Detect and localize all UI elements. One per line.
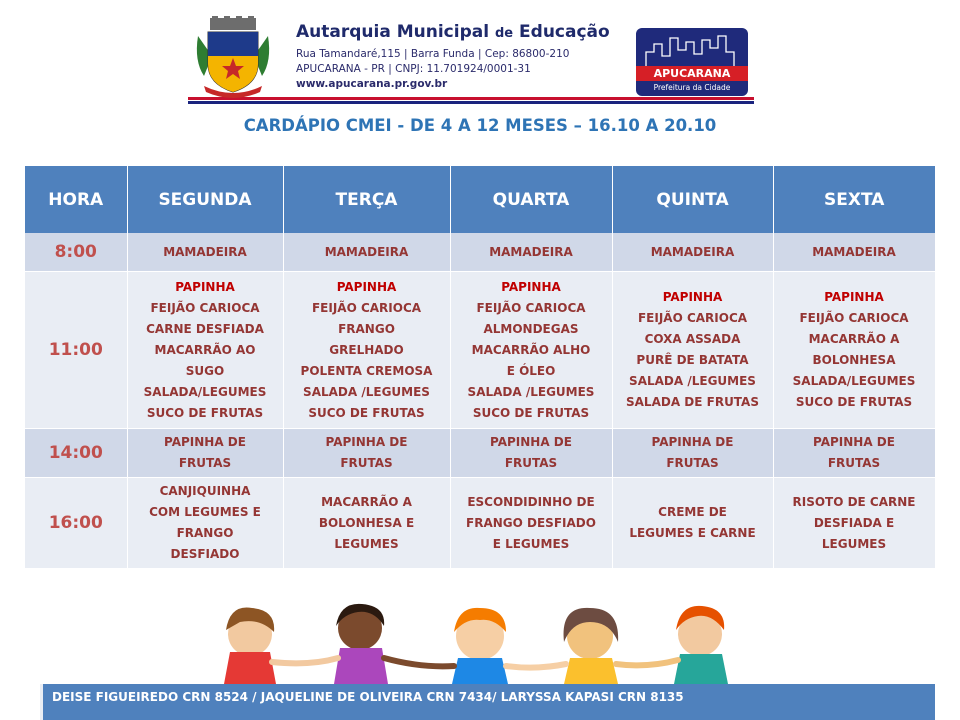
hour-cell: 14:00 <box>25 429 127 478</box>
meal-item: GRELHADO <box>329 342 404 357</box>
meal-cell-sexta <box>773 272 935 429</box>
meal-item: MACARRÃO AO <box>154 342 256 357</box>
meal-cell-segunda <box>127 478 283 569</box>
meal-item: PAPINHA DE <box>164 435 246 449</box>
meal-item: FEIJÃO CARIOCA <box>637 311 748 325</box>
banner-red-rule <box>188 97 754 100</box>
org-address: Rua Tamandaré,115 | Barra Funda | Cep: 86800-210 <box>296 48 570 60</box>
meal-item: COXA ASSADA <box>644 332 741 346</box>
coat-of-arms-icon <box>194 16 272 98</box>
city-logo-name: APUCARANA <box>636 66 748 81</box>
meal-item: ALMONDEGAS <box>483 321 579 336</box>
footer-nutritionists: DEISE FIGUEIREDO CRN 8524 / JAQUELINE DE OLIVEIRA CRN 7434/ LARYSSA KAPASI CRN 8135 <box>52 690 684 704</box>
meal-item: SALADA DE FRUTAS <box>626 395 759 409</box>
meal-item: SUCO DE FRUTAS <box>472 405 590 420</box>
meal-cell-sexta <box>773 233 935 272</box>
meal-item: ESCONDIDINHO DE <box>467 494 595 509</box>
meal-cell-terca <box>283 478 450 569</box>
meal-cell-quinta <box>612 429 773 478</box>
meal-item: MAMADEIRA <box>163 245 247 259</box>
meal-item: E LEGUMES <box>492 536 570 551</box>
header-sexta: SEXTA <box>773 166 935 233</box>
org-city-cnpj: APUCARANA - PR | CNPJ: 11.701924/0001-31 <box>296 63 531 75</box>
meal-item: FRANGO <box>338 321 395 336</box>
table-row <box>25 429 935 478</box>
meal-item: MAMADEIRA <box>812 245 896 259</box>
meal-item: MAMADEIRA <box>489 245 573 259</box>
meal-item: CREME DE <box>658 505 727 519</box>
meal-item: LEGUMES <box>334 536 399 551</box>
meal-item: FRUTAS <box>827 456 881 470</box>
header-quinta: QUINTA <box>612 166 773 233</box>
meal-item: PAPINHA <box>336 279 397 294</box>
menu-table <box>25 166 936 569</box>
header-terca: TERÇA <box>283 166 450 233</box>
meal-item: CARNE DESFIADA <box>146 321 264 336</box>
table-row <box>25 272 935 429</box>
meal-item: PAPINHA <box>501 279 561 294</box>
table-header-row <box>25 166 935 233</box>
meal-cell-quinta <box>612 478 773 569</box>
meal-item: BOLONHESA E <box>318 515 415 530</box>
meal-item: SALADA /LEGUMES <box>303 384 430 399</box>
city-skyline-icon <box>636 28 748 68</box>
meal-item: MAMADEIRA <box>650 245 735 259</box>
meal-item: FEIJÃO CARIOCA <box>476 300 586 315</box>
page-title: CARDÁPIO CMEI - DE 4 A 12 MESES – 16.10 A 20.10 <box>243 116 717 135</box>
banner-navy-rule <box>188 101 754 104</box>
meal-item: PAPINHA <box>175 279 235 294</box>
meal-item: FRUTAS <box>340 456 393 470</box>
hour-cell: 16:00 <box>25 478 127 569</box>
meal-item: MAMADEIRA <box>324 245 409 259</box>
meal-item: BOLONHESA <box>812 353 896 367</box>
footer-bar <box>40 684 935 720</box>
meal-item: PAPINHA DE <box>651 435 734 449</box>
header-hora: HORA <box>25 166 127 233</box>
meal-item: PAPINHA <box>824 290 884 304</box>
meal-item: PURÊ DE BATATA <box>636 353 749 367</box>
meal-item: PAPINHA DE <box>325 435 408 449</box>
header-quarta: QUARTA <box>450 166 612 233</box>
meal-item: PAPINHA DE <box>813 435 895 449</box>
meal-cell-segunda <box>127 272 283 429</box>
meal-item: FRUTAS <box>666 456 719 470</box>
meal-item: FEIJÃO CARIOCA <box>311 300 422 315</box>
meal-item: FRUTAS <box>504 456 558 470</box>
meal-item: RISOTO DE CARNE <box>792 494 916 509</box>
meal-cell-quarta <box>450 233 612 272</box>
meal-cell-segunda <box>127 233 283 272</box>
meal-item: FEIJÃO CARIOCA <box>799 311 909 325</box>
meal-cell-quarta <box>450 429 612 478</box>
meal-cell-quarta <box>450 272 612 429</box>
meal-item: MACARRÃO ALHO <box>471 342 591 357</box>
meal-item: SALADA/LEGUMES <box>143 384 267 399</box>
meal-cell-sexta <box>773 478 935 569</box>
footer-edge <box>40 684 43 720</box>
meal-item: MACARRÃO A <box>808 332 900 346</box>
meal-item: SALADA/LEGUMES <box>792 374 916 388</box>
org-title: Autarquia Municipal de Educação <box>296 22 610 42</box>
meal-item: PAPINHA <box>662 290 723 304</box>
meal-item: LEGUMES E CARNE <box>629 526 756 540</box>
meal-cell-terca <box>283 429 450 478</box>
meal-item: FEIJÃO CARIOCA <box>150 300 260 315</box>
meal-item: POLENTA CREMOSA <box>300 363 433 378</box>
meal-cell-quinta <box>612 272 773 429</box>
meal-cell-quarta <box>450 478 612 569</box>
meal-item: FRANGO <box>176 526 234 540</box>
table-row <box>25 233 935 272</box>
hour-cell: 8:00 <box>25 233 127 272</box>
meal-item: CANJIQUINHA <box>159 484 251 498</box>
header-segunda: SEGUNDA <box>127 166 283 233</box>
meal-item: LEGUMES <box>821 536 887 551</box>
meal-item: FRUTAS <box>178 456 232 470</box>
meal-cell-terca <box>283 233 450 272</box>
org-website: www.apucarana.pr.gov.br <box>296 78 448 90</box>
meal-item: SUCO DE FRUTAS <box>308 405 425 420</box>
meal-cell-sexta <box>773 429 935 478</box>
city-logo-subtitle: Prefeitura da Cidade <box>653 83 731 92</box>
meal-item: SUGO <box>185 363 225 378</box>
city-logo <box>636 28 748 96</box>
meal-item: SUCO DE FRUTAS <box>146 405 264 420</box>
meal-cell-quinta <box>612 233 773 272</box>
meal-item: COM LEGUMES E <box>149 505 261 519</box>
children-illustration <box>190 596 770 684</box>
meal-item: MACARRÃO A <box>321 494 412 509</box>
hour-cell: 11:00 <box>25 272 127 429</box>
meal-item: SALADA /LEGUMES <box>467 384 595 399</box>
meal-item: PAPINHA DE <box>490 435 572 449</box>
meal-item: DESFIADA E <box>813 515 895 530</box>
meal-item: FRANGO DESFIADO <box>466 515 596 530</box>
meal-item: E ÓLEO <box>506 363 556 378</box>
meal-item: SUCO DE FRUTAS <box>795 395 913 409</box>
meal-cell-segunda <box>127 429 283 478</box>
meal-item: DESFIADO <box>170 547 240 561</box>
meal-cell-terca <box>283 272 450 429</box>
meal-item: SALADA /LEGUMES <box>629 374 756 388</box>
table-row <box>25 478 935 569</box>
